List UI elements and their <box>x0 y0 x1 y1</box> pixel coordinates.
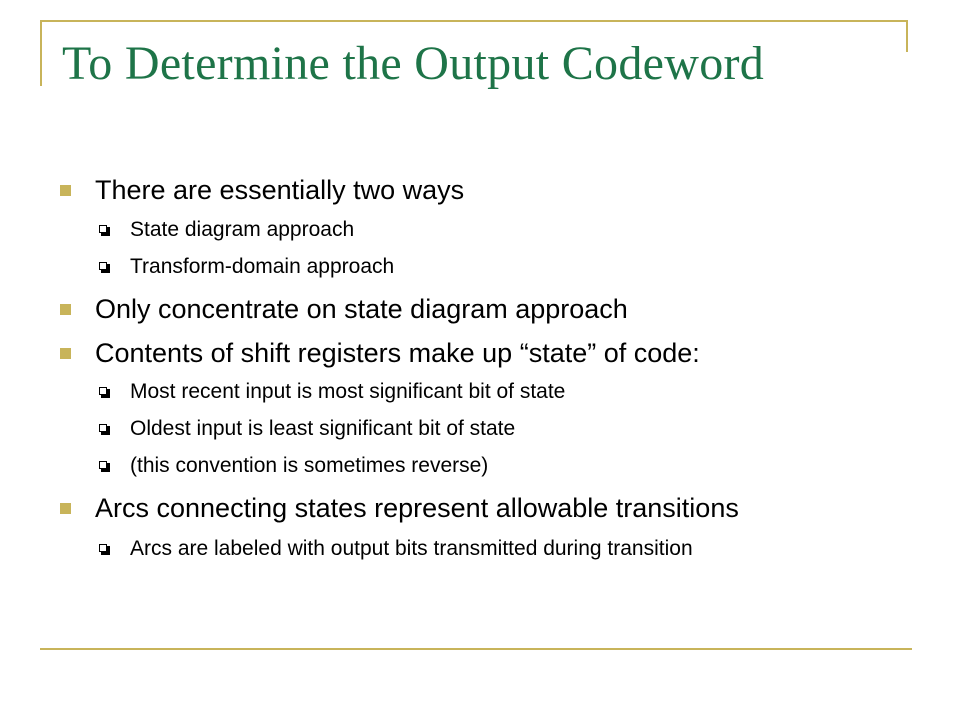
bullet-item <box>56 492 916 524</box>
square-bullet-icon <box>60 503 71 514</box>
sub-bullet-item <box>56 380 916 404</box>
sub-bullet-text: Oldest input is least significant bit of state <box>130 417 516 440</box>
slide-title: To Determine the Output Codeword <box>62 37 765 90</box>
bullet-item <box>56 293 916 325</box>
sub-bullet-item <box>56 454 916 478</box>
bullet-list <box>56 174 916 561</box>
bullet-text: Only concentrate on state diagram approach <box>95 294 628 324</box>
shadowed-box-bullet-icon <box>99 262 107 270</box>
sub-bullet-text: Most recent input is most significant bit of state <box>130 380 566 403</box>
square-bullet-icon <box>60 348 71 359</box>
top-rule <box>40 20 908 22</box>
sub-bullet-text: Arcs are labeled with output bits transmitted during transition <box>130 537 693 560</box>
sub-bullet-item <box>56 417 916 441</box>
bullet-item <box>56 174 916 206</box>
bullet-text: There are essentially two ways <box>95 175 465 205</box>
square-bullet-icon <box>60 185 71 196</box>
shadowed-box-bullet-icon <box>99 544 107 552</box>
right-rule <box>906 20 908 52</box>
shadowed-box-bullet-icon <box>99 424 107 432</box>
bullet-text: Contents of shift registers make up “state” of code: <box>95 338 700 368</box>
square-bullet-icon <box>60 304 71 315</box>
shadowed-box-bullet-icon <box>99 387 107 395</box>
bottom-rule <box>40 648 912 650</box>
sub-bullet-item <box>56 537 916 561</box>
sub-bullet-text: (this convention is sometimes reverse) <box>130 454 489 477</box>
shadowed-box-bullet-icon <box>99 225 107 233</box>
sub-bullet-text: Transform-domain approach <box>130 255 395 278</box>
bullet-text: Arcs connecting states represent allowable transitions <box>95 493 739 523</box>
shadowed-box-bullet-icon <box>99 461 107 469</box>
bullet-item <box>56 337 916 369</box>
left-rule <box>40 20 42 86</box>
sub-bullet-item <box>56 255 916 279</box>
sub-bullet-text: State diagram approach <box>130 218 355 241</box>
sub-bullet-item <box>56 218 916 242</box>
